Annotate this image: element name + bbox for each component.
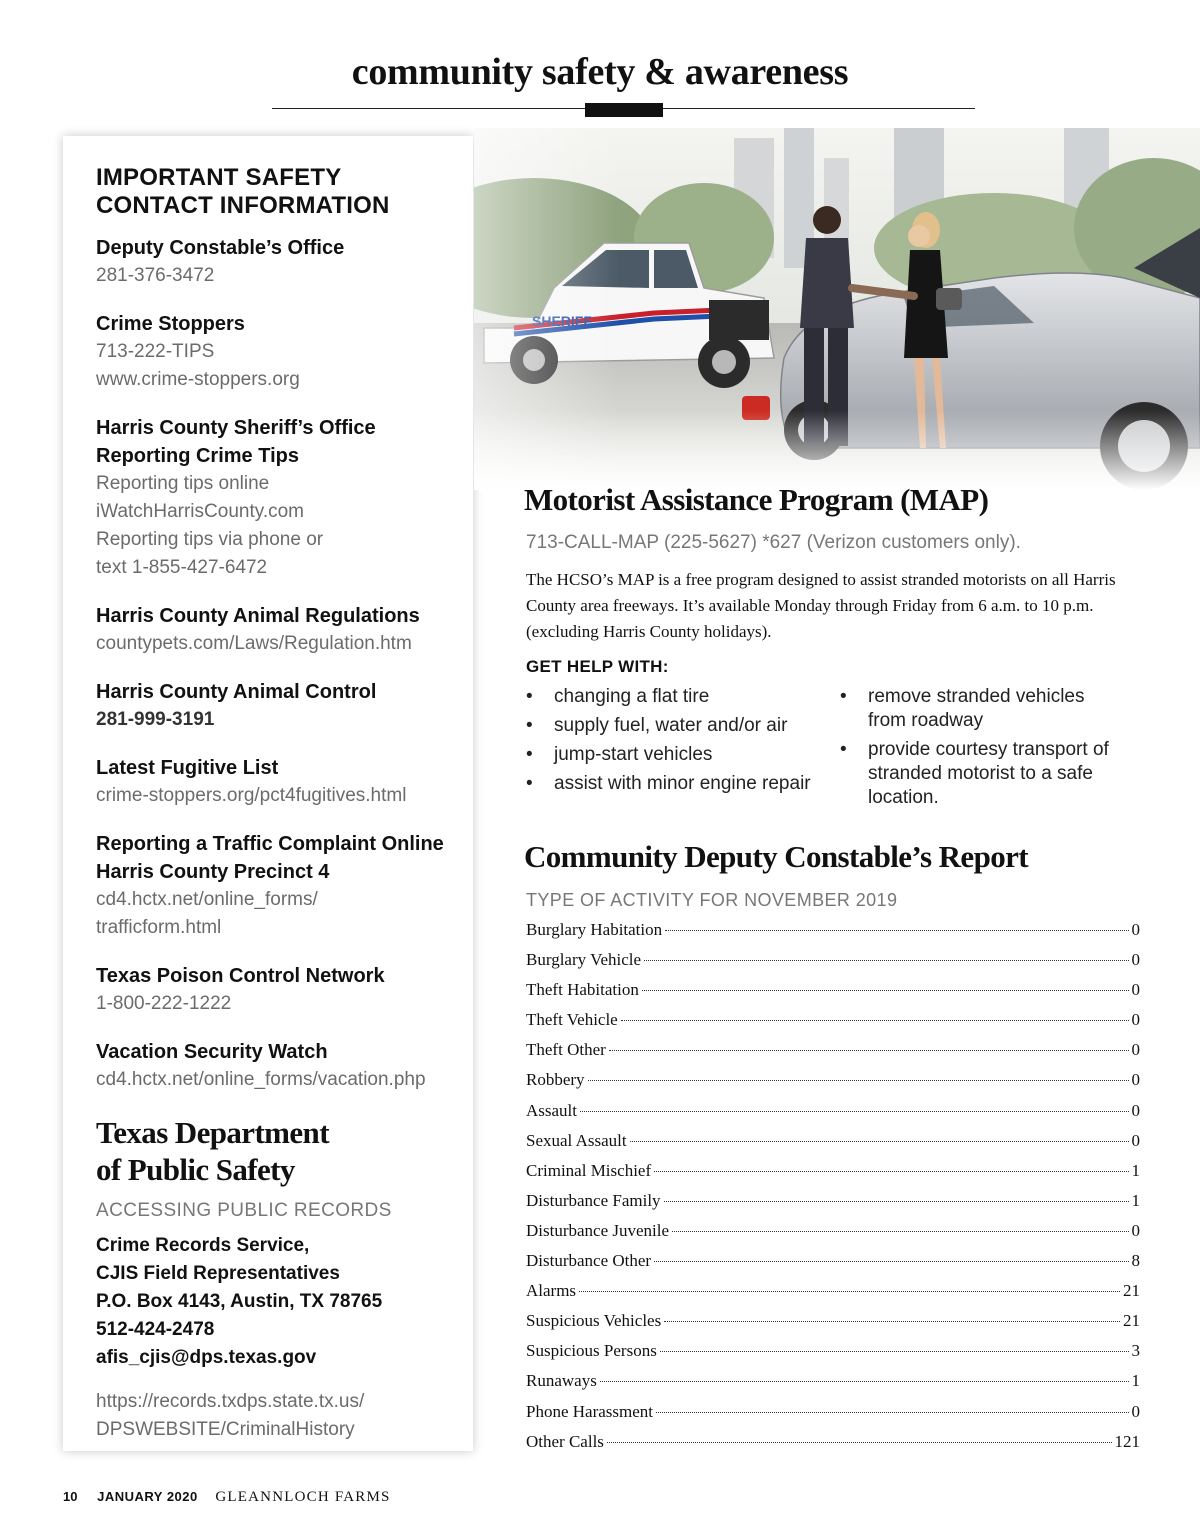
help-list-right [840, 685, 1120, 815]
activity-label: Assault [526, 1100, 577, 1120]
activity-count: 0 [1131, 1130, 1140, 1150]
contact-entry-title: Reporting a Traffic Complaint Online [96, 833, 444, 855]
dot-leader [600, 1381, 1129, 1382]
dot-leader [607, 1442, 1112, 1443]
activity-count: 0 [1131, 1100, 1140, 1120]
activity-row [526, 1432, 1140, 1462]
contact-link[interactable]: www.crime-stoppers.org [96, 369, 300, 390]
activity-row [526, 950, 1140, 980]
help-item [526, 714, 816, 738]
contact-entry-title: Deputy Constable’s Office [96, 237, 345, 259]
contact-entry [96, 310, 466, 394]
activity-row [526, 1402, 1140, 1432]
dot-leader [660, 1351, 1129, 1352]
contact-entry [96, 754, 466, 810]
map-description: The HCSO’s MAP is a free program designed to assist stranded motorists on all Harris County area freeways. It’s available Monday through Friday from 6 a.m. to 10 p.m. (excluding Harris County holidays). [526, 570, 1116, 641]
header-accent-bar [585, 103, 663, 117]
contact-entry [96, 830, 466, 942]
activity-count: 121 [1114, 1431, 1140, 1451]
dot-leader [654, 1261, 1128, 1262]
activity-row [526, 1281, 1140, 1311]
activity-count: 1 [1131, 1190, 1140, 1210]
contact-link[interactable]: countypets.com/Laws/Regulation.htm [96, 633, 412, 654]
activity-label: Suspicious Vehicles [526, 1311, 662, 1331]
section-title: community safety & awareness [351, 51, 849, 93]
contact-detail: Reporting tips via phone or [96, 529, 324, 550]
dps-contact-line: P.O. Box 4143, Austin, TX 78765 [96, 1291, 383, 1312]
activity-count: 0 [1131, 1220, 1140, 1240]
contact-detail: text 1-855-427-6472 [96, 557, 268, 578]
page-footer [63, 1489, 391, 1506]
contact-link[interactable]: trafficform.html [96, 917, 222, 938]
activity-count: 0 [1131, 1401, 1140, 1421]
help-item-text: changing a flat tire [554, 686, 710, 707]
contact-entry [96, 1038, 466, 1094]
contact-list [96, 234, 466, 1094]
help-item [526, 685, 816, 709]
report-title: Community Deputy Constable’s Report [524, 839, 1028, 874]
dot-leader [588, 1080, 1129, 1081]
dot-leader [621, 1020, 1129, 1021]
activity-row [526, 1131, 1140, 1161]
contact-sidebar [63, 136, 473, 1451]
contact-detail: 281-376-3472 [96, 265, 215, 286]
activity-count: 8 [1131, 1251, 1140, 1271]
activity-count: 0 [1131, 1070, 1140, 1090]
activity-label: Runaways [526, 1371, 597, 1391]
dps-subtitle: ACCESSING PUBLIC RECORDS [96, 1200, 392, 1221]
activity-count: 0 [1131, 1040, 1140, 1060]
dot-leader [656, 1412, 1128, 1413]
contact-link[interactable]: cd4.hctx.net/online_forms/ [96, 889, 318, 910]
dps-title: Texas Department of Public Safety [96, 1115, 329, 1187]
activity-label: Theft Habitation [526, 980, 639, 1000]
help-item [840, 685, 1120, 733]
issue-date: JANUARY 2020 [97, 1489, 198, 1504]
dot-leader [579, 1291, 1120, 1292]
contact-entry-title: Crime Stoppers [96, 313, 245, 335]
dot-leader [580, 1111, 1129, 1112]
activity-row [526, 1040, 1140, 1070]
bullet-icon: • [526, 773, 533, 794]
bullet-icon: • [526, 715, 533, 736]
sidebar-heading: IMPORTANT SAFETY CONTACT INFORMATION [96, 164, 390, 219]
map-title: Motorist Assistance Program (MAP) [524, 482, 989, 517]
activity-row [526, 1251, 1140, 1281]
activity-row [526, 1010, 1140, 1040]
dot-leader [630, 1141, 1129, 1142]
activity-row [526, 1341, 1140, 1371]
help-item [526, 743, 816, 767]
dps-contact-line: afis_cjis@dps.texas.gov [96, 1347, 317, 1368]
map-phone: 713-CALL-MAP (225-5627) *627 (Verizon customers only). [526, 532, 1021, 553]
activity-label: Theft Vehicle [526, 1010, 618, 1030]
activity-label: Alarms [526, 1281, 577, 1301]
bullet-icon: • [840, 686, 847, 707]
activity-row [526, 920, 1140, 950]
contact-entry [96, 414, 466, 582]
activity-count: 1 [1131, 1160, 1140, 1180]
activity-label: Disturbance Family [526, 1190, 661, 1210]
dps-contact-block [96, 1232, 466, 1372]
activity-row [526, 1221, 1140, 1251]
activity-count: 3 [1131, 1341, 1140, 1361]
help-item-text: remove stranded vehicles from roadway [868, 686, 1085, 731]
dps-contact-line: CJIS Field Representatives [96, 1263, 340, 1284]
dps-records-url[interactable]: https://records.txdps.state.tx.us/ DPSWEBSITE/CriminalHistory [96, 1391, 365, 1440]
activity-label: Phone Harassment [526, 1401, 654, 1421]
contact-link[interactable]: iWatchHarrisCounty.com [96, 501, 304, 522]
activity-label: Criminal Mischief [526, 1160, 652, 1180]
contact-link[interactable]: crime-stoppers.org/pct4fugitives.html [96, 785, 407, 806]
activity-row [526, 1371, 1140, 1401]
help-item-text: jump-start vehicles [554, 744, 713, 765]
contact-entry [96, 678, 466, 734]
contact-entry-title: Reporting Crime Tips [96, 445, 299, 467]
bullet-icon: • [840, 739, 847, 760]
contact-entry-title: Harris County Animal Control [96, 681, 377, 703]
activity-row [526, 1070, 1140, 1100]
activity-count: 21 [1123, 1281, 1140, 1301]
activity-row [526, 980, 1140, 1010]
help-item-text: provide courtesy transport of stranded motorist to a safe location. [868, 739, 1109, 808]
contact-detail: 281-999-3191 [96, 709, 215, 730]
contact-entry-title: Texas Poison Control Network [96, 965, 385, 987]
help-list-left [526, 685, 816, 801]
activity-label: Burglary Vehicle [526, 950, 642, 970]
dps-contact-line: Crime Records Service, [96, 1235, 310, 1256]
motorist-assistance-photo [474, 128, 1200, 490]
activity-count: 1 [1131, 1371, 1140, 1391]
dot-leader [642, 990, 1129, 991]
bullet-icon: • [526, 686, 533, 707]
activity-label: Disturbance Juvenile [526, 1220, 670, 1240]
activity-count: 0 [1131, 950, 1140, 970]
activity-count: 0 [1131, 1010, 1140, 1030]
bullet-icon: • [526, 744, 533, 765]
activity-label: Robbery [526, 1070, 585, 1090]
contact-detail: 1-800-222-1222 [96, 993, 232, 1014]
contact-entry [96, 234, 466, 290]
contact-detail: 713-222-TIPS [96, 341, 215, 362]
contact-link[interactable]: cd4.hctx.net/online_forms/vacation.php [96, 1069, 426, 1090]
activity-label: Disturbance Other [526, 1251, 652, 1271]
contact-entry [96, 962, 466, 1018]
contact-entry [96, 602, 466, 658]
activity-label: Burglary Habitation [526, 920, 663, 939]
activity-count: 0 [1131, 980, 1140, 1000]
activity-table [526, 920, 1140, 1462]
activity-label: Other Calls [526, 1431, 604, 1451]
report-subtitle: TYPE OF ACTIVITY FOR NOVEMBER 2019 [526, 890, 898, 910]
activity-row [526, 1101, 1140, 1131]
activity-label: Suspicious Persons [526, 1341, 657, 1361]
activity-count: 21 [1123, 1311, 1140, 1331]
photo-illustration [474, 128, 1200, 490]
help-item-text: supply fuel, water and/or air [554, 715, 788, 736]
activity-label: Theft Other [526, 1040, 606, 1060]
activity-row [526, 1191, 1140, 1221]
contact-entry-title: Harris County Sheriff’s Office [96, 417, 376, 439]
dot-leader [609, 1050, 1129, 1051]
contact-entry-title: Vacation Security Watch [96, 1041, 328, 1063]
contact-entry-title: Harris County Precinct 4 [96, 861, 330, 883]
contact-entry-title: Harris County Animal Regulations [96, 605, 420, 627]
dot-leader [672, 1231, 1128, 1232]
activity-row [526, 1311, 1140, 1341]
activity-count: 0 [1131, 920, 1140, 939]
help-item [840, 738, 1120, 810]
dot-leader [665, 930, 1128, 931]
help-heading: GET HELP WITH: [526, 657, 669, 676]
help-item [526, 772, 816, 796]
dps-contact-line: 512-424-2478 [96, 1319, 215, 1340]
activity-label: Sexual Assault [526, 1130, 627, 1150]
dot-leader [664, 1321, 1120, 1322]
dot-leader [664, 1201, 1129, 1202]
help-item-text: assist with minor engine repair [554, 773, 811, 794]
page-number: 10 [63, 1489, 78, 1504]
dot-leader [654, 1171, 1128, 1172]
dot-leader [644, 960, 1128, 961]
magazine-name: GLEANNLOCH FARMS [215, 1489, 391, 1505]
contact-detail: Reporting tips online [96, 473, 270, 494]
activity-row [526, 1161, 1140, 1191]
contact-entry-title: Latest Fugitive List [96, 757, 279, 779]
